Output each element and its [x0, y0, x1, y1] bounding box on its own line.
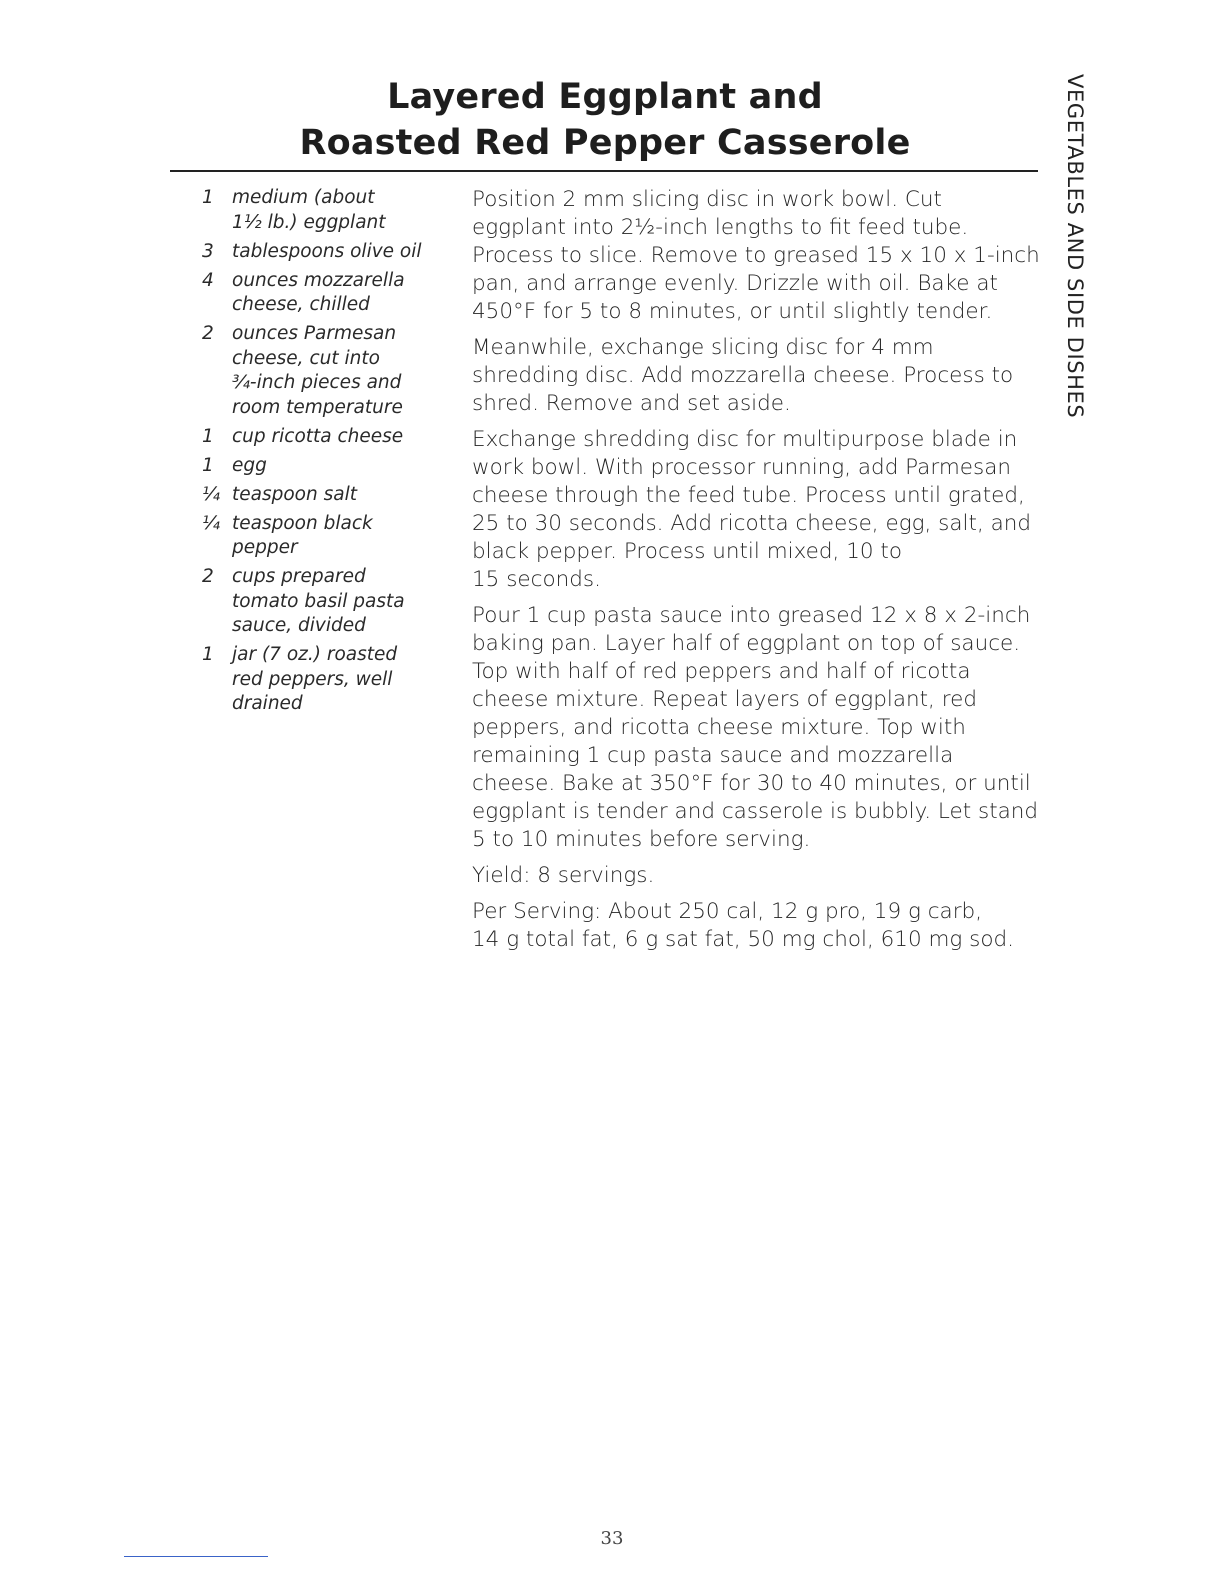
direction-line: Per Serving: About 250 cal, 12 g pro, 19 g carb, [472, 899, 983, 924]
ingredient-quantity: 1 [202, 425, 214, 447]
direction-line: peppers, and ricotta cheese mixture. Top with [472, 715, 966, 740]
ingredient-item [196, 454, 446, 479]
ingredient-line: tomato basil pasta [232, 590, 405, 612]
direction-line: work bowl. With processor running, add Parmesan [472, 455, 1011, 480]
ingredient-quantity: 2 [202, 323, 214, 344]
direction-paragraph [472, 334, 1042, 418]
direction-line: Pour 1 cup pasta sauce into greased 12 x 8 x 2-inch [472, 603, 1031, 628]
page-number: 33 [600, 1528, 624, 1549]
direction-line: 450°F for 5 to 8 minutes, or until slightly tender. [472, 299, 993, 324]
ingredient-item [196, 240, 446, 265]
ingredient-description [232, 186, 446, 235]
recipe-title-line-2: Roasted Red Pepper Casserole [299, 123, 911, 163]
footnote-rule [124, 1556, 268, 1557]
direction-line: 5 to 10 minutes before serving. [472, 827, 811, 852]
ingredient-line: cup ricotta cheese [232, 425, 404, 447]
direction-line: eggplant into 2½-inch lengths to fit feed tube. [472, 215, 969, 240]
ingredient-item [196, 186, 446, 235]
direction-line: remaining 1 cup pasta sauce and mozzarella [472, 743, 954, 768]
ingredient-quantity: 3 [202, 240, 214, 262]
ingredient-description [232, 565, 446, 639]
ingredient-line: teaspoon salt [232, 483, 357, 505]
section-tab: VEGETABLES AND SIDE DISHES [1063, 74, 1087, 419]
direction-paragraph [472, 602, 1042, 854]
direction-line: baking pan. Layer half of eggplant on top of sauce. [472, 631, 1021, 656]
ingredient-item [196, 565, 446, 639]
ingredient-description [232, 425, 446, 450]
ingredient-description [232, 512, 446, 561]
directions [472, 186, 1042, 962]
ingredient-line: room temperature [232, 396, 403, 418]
ingredient-quantity: ¼ [202, 512, 220, 534]
direction-line: 15 seconds. [472, 567, 601, 592]
ingredient-line: cups prepared [232, 566, 366, 587]
direction-line: Yield: 8 servings. [472, 863, 655, 888]
ingredient-line: medium (about [232, 187, 375, 208]
direction-paragraph [472, 898, 1042, 954]
ingredient-quantity: ¼ [202, 483, 220, 505]
ingredient-line: drained [232, 693, 303, 714]
ingredient-item [196, 425, 446, 450]
direction-line: 25 to 30 seconds. Add ricotta cheese, egg, salt, and [472, 511, 1032, 536]
ingredient-description [232, 322, 446, 420]
ingredient-description [232, 269, 446, 318]
ingredient-line: ounces Parmesan [232, 323, 397, 344]
direction-line: Top with half of red peppers and half of ricotta [472, 659, 971, 684]
direction-line: cheese mixture. Repeat layers of eggplant, red [472, 687, 977, 712]
direction-line: eggplant is tender and casserole is bubbly. Let stand [472, 799, 1039, 824]
ingredient-quantity: 1 [202, 454, 214, 476]
direction-line: black pepper. Process until mixed, 10 to [472, 539, 902, 564]
ingredient-description [232, 643, 446, 717]
ingredient-list [196, 186, 446, 721]
ingredient-item [196, 483, 446, 508]
direction-paragraph [472, 186, 1042, 326]
ingredient-line: cheese, cut into [232, 347, 380, 369]
ingredient-line: tablespoons olive oil [232, 240, 422, 262]
ingredient-quantity: 1 [202, 187, 214, 208]
ingredient-quantity: 2 [202, 566, 214, 587]
ingredient-quantity: 1 [202, 644, 214, 665]
ingredient-line: ounces mozzarella [232, 269, 405, 291]
ingredient-item [196, 643, 446, 717]
direction-line: Exchange shredding disc for multipurpose blade in [472, 427, 1018, 452]
direction-line: cheese. Bake at 350°F for 30 to 40 minutes, or until [472, 771, 1031, 796]
direction-line: cheese through the feed tube. Process until grated, [472, 483, 1025, 508]
recipe-title-line-1: Layered Eggplant and [387, 77, 823, 117]
ingredient-line: cheese, chilled [232, 294, 370, 315]
title-divider [170, 170, 1038, 172]
ingredient-description [232, 483, 446, 508]
ingredient-line: red peppers, well [232, 668, 393, 690]
ingredient-description [232, 454, 446, 479]
ingredient-line: jar (7 oz.) roasted [232, 644, 398, 665]
direction-line: pan, and arrange evenly. Drizzle with oil. Bake at [472, 271, 998, 296]
direction-line: Position 2 mm slicing disc in work bowl. Cut [472, 187, 942, 212]
ingredient-quantity: 4 [202, 269, 214, 291]
ingredient-line: ¾-inch pieces and [232, 372, 402, 393]
direction-paragraph [472, 426, 1042, 594]
ingredient-line: pepper [232, 537, 298, 558]
ingredient-line: egg [232, 454, 267, 476]
ingredient-item [196, 322, 446, 420]
ingredient-item [196, 512, 446, 561]
direction-line: 14 g total fat, 6 g sat fat, 50 mg chol, 610 mg sod. [472, 927, 1015, 952]
direction-line: Meanwhile, exchange slicing disc for 4 mm [472, 335, 934, 360]
direction-line: shred. Remove and set aside. [472, 391, 791, 416]
direction-line: Process to slice. Remove to greased 15 x 10 x 1-inch [472, 243, 1040, 268]
direction-paragraph [472, 862, 1042, 890]
ingredient-item [196, 269, 446, 318]
ingredient-line: teaspoon black [232, 512, 373, 534]
direction-line: shredding disc. Add mozzarella cheese. Process to [472, 363, 1014, 388]
ingredient-line: 1½ lb.) eggplant [232, 211, 386, 233]
ingredient-line: sauce, divided [232, 615, 366, 636]
ingredient-description [232, 240, 446, 265]
recipe-title [170, 74, 1040, 166]
